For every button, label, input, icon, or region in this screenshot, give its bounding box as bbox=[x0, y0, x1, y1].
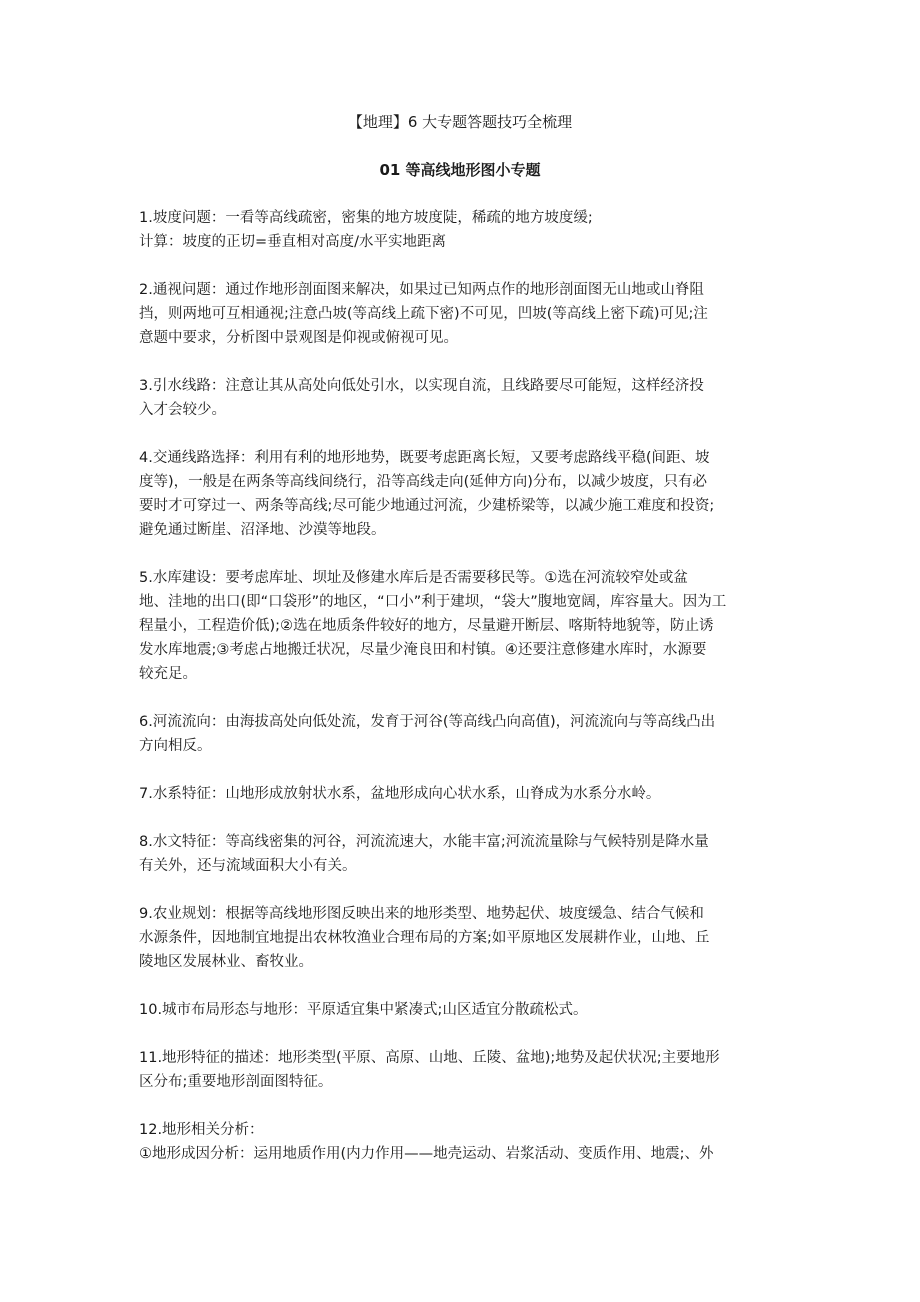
paragraph bbox=[139, 374, 784, 422]
paragraph bbox=[139, 446, 784, 542]
paragraph-line: 9.农业规划：根据等高线地形图反映出来的地形类型、地势起伏、坡度缓急、结合气候和 bbox=[139, 906, 704, 922]
paragraph bbox=[139, 1046, 784, 1094]
paragraph-line: 程量小，工程造价低);②选在地质条件较好的地方，尽量避开断层、喀斯特地貌等，防止诱 bbox=[139, 618, 714, 634]
paragraph-line: 12.地形相关分析： bbox=[139, 1122, 264, 1138]
paragraph-line: 意题中要求，分析图中景观图是仰视或俯视可见。 bbox=[139, 330, 458, 346]
paragraph bbox=[139, 998, 784, 1022]
paragraph bbox=[139, 830, 784, 878]
paragraph bbox=[139, 1118, 784, 1166]
paragraph-line: 发水库地震;③考虑占地搬迁状况，尽量少淹良田和村镇。④还要注意修建水库时，水源要 bbox=[139, 642, 707, 658]
paragraph bbox=[139, 782, 784, 806]
paragraph-line: ①地形成因分析：运用地质作用(内力作用——地壳运动、岩浆活动、变质作用、地震;、外 bbox=[139, 1146, 714, 1162]
paragraph-line: 入才会较少。 bbox=[139, 402, 226, 418]
paragraph-line: 5.水库建设：要考虑库址、坝址及修建水库后是否需要移民等。①选在河流较窄处或盆 bbox=[139, 570, 688, 586]
paragraph-line: 3.引水线路：注意让其从高处向低处引水，以实现自流，且线路要尽可能短，这样经济投 bbox=[139, 378, 704, 394]
paragraph-line: 计算：坡度的正切=垂直相对高度/水平实地距离 bbox=[139, 234, 447, 250]
paragraph-line: 8.水文特征：等高线密集的河谷，河流流速大，水能丰富;河流流量除与气候特别是降水量 bbox=[139, 834, 709, 850]
paragraph-line: 10.城市布局形态与地形：平原适宜集中紧凑式;山区适宜分散疏松式。 bbox=[139, 1002, 588, 1018]
document-title: 【地理】6 大专题答题技巧全梳理 bbox=[347, 113, 573, 131]
document-body bbox=[139, 206, 784, 1190]
paragraph bbox=[139, 566, 784, 686]
paragraph-line: 陵地区发展林业、畜牧业。 bbox=[139, 954, 313, 970]
paragraph-line: 要时才可穿过一、两条等高线;尽可能少地通过河流，少建桥梁等，以减少施工难度和投资; bbox=[139, 498, 715, 514]
paragraph bbox=[139, 710, 784, 758]
paragraph-line: 区分布;重要地形剖面图特征。 bbox=[139, 1074, 333, 1090]
paragraph-line: 地、洼地的出口(即“口袋形”的地区，“口小”利于建坝，“袋大”腹地宽阔，库容量大。因为工 bbox=[139, 594, 727, 610]
paragraph-line: 水源条件，因地制宜地提出农林牧渔业合理布局的方案;如平原地区发展耕作业，山地、丘 bbox=[139, 930, 710, 946]
paragraph-line: 2.通视问题：通过作地形剖面图来解决，如果过已知两点作的地形剖面图无山地或山脊阻 bbox=[139, 282, 704, 298]
paragraph-line: 方向相反。 bbox=[139, 738, 212, 754]
paragraph-line: 11.地形特征的描述：地形类型(平原、高原、山地、丘陵、盆地);地势及起伏状况;主要地形 bbox=[139, 1050, 720, 1066]
paragraph-line: 1.坡度问题：一看等高线疏密，密集的地方坡度陡，稀疏的地方坡度缓; bbox=[139, 210, 593, 226]
paragraph-line: 有关外，还与流域面积大小有关。 bbox=[139, 858, 357, 874]
paragraph-line: 度等)，一般是在两条等高线间绕行，沿等高线走向(延伸方向)分布，以减少坡度，只有必 bbox=[139, 474, 707, 490]
paragraph-line: 7.水系特征：山地形成放射状水系，盆地形成向心状水系，山脊成为水系分水岭。 bbox=[139, 786, 661, 802]
paragraph bbox=[139, 206, 784, 254]
paragraph bbox=[139, 278, 784, 350]
paragraph-line: 避免通过断崖、沼泽地、沙漠等地段。 bbox=[139, 522, 386, 538]
paragraph-line: 4.交通线路选择：利用有利的地形地势，既要考虑距离长短，又要考虑路线平稳(间距、坡 bbox=[139, 450, 710, 466]
paragraph-line: 较充足。 bbox=[139, 666, 197, 682]
section-title: 01 等高线地形图小专题 bbox=[379, 161, 541, 179]
paragraph-line: 挡，则两地可互相通视;注意凸坡(等高线上疏下密)不可见，凹坡(等高线上密下疏)可见;注 bbox=[139, 306, 708, 322]
paragraph bbox=[139, 902, 784, 974]
paragraph-line: 6.河流流向：由海拔高处向低处流，发育于河谷(等高线凸向高值)，河流流向与等高线凸出 bbox=[139, 714, 716, 730]
